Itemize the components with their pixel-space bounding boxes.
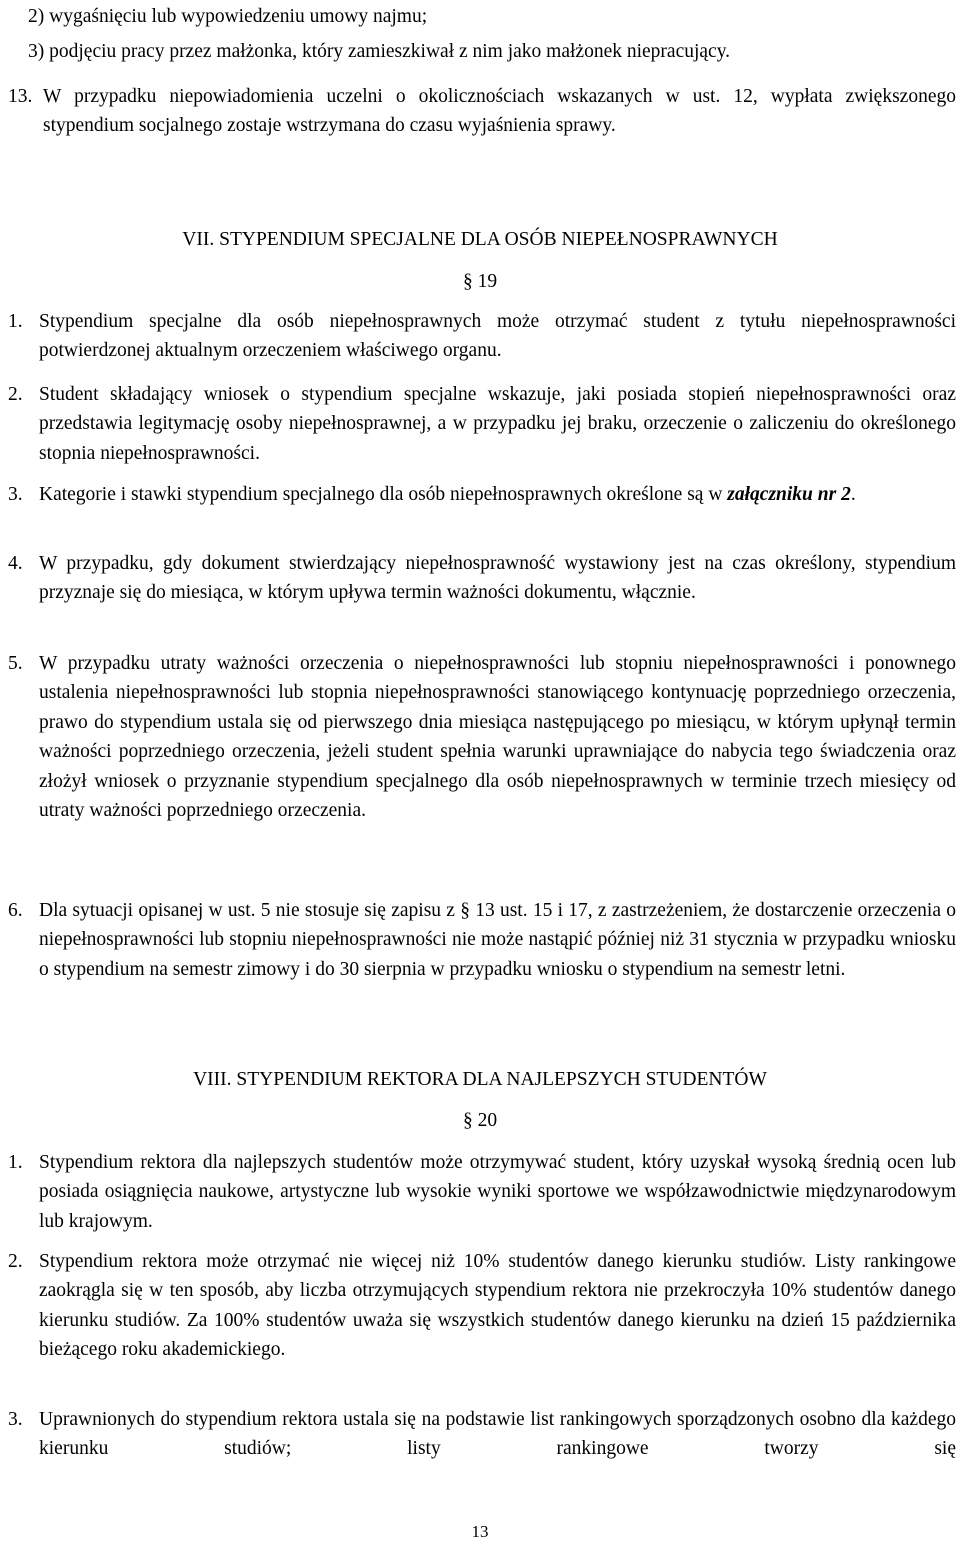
numbered-paragraph xyxy=(8,82,956,141)
item-text: W przypadku niepowiadomienia uczelni o okolicznościach wskazanych w ust. 12, wypłata zwiększonego stypendium socjalnego zostaje wstrzymana do czasu wyjaśnienia sprawy. xyxy=(43,86,956,137)
section-heading: VII. STYPENDIUM SPECJALNE DLA OSÓB NIEPEŁNOSPRAWNYCH xyxy=(182,229,778,250)
item-number: 4. xyxy=(8,553,23,574)
item-text: Student składający wniosek o stypendium specjalne wskazuje, jaki posiada stopień niepełnosprawności oraz przedstawia legitymację osoby niepełnosprawnej, a w przypadku jej braku, orzeczenie o zaliczeniu do określonego stopnia niepełnosprawności. xyxy=(39,384,956,464)
page-number: 13 xyxy=(471,1522,489,1541)
numbered-paragraph xyxy=(8,1148,956,1236)
item-number: 1. xyxy=(8,1152,23,1173)
text-run: Kategorie i stawki stypendium specjalnego dla osób niepełnosprawnych określone są w xyxy=(39,484,728,505)
item-text: Uprawnionych do stypendium rektora ustala się na podstawie list rankingowych sporządzonych osobno dla każdego kierunku studiów; listy rankingowe tworzy się xyxy=(39,1409,956,1460)
numbered-paragraph xyxy=(8,1247,956,1365)
numbered-paragraph xyxy=(8,649,956,825)
item-number: 6. xyxy=(8,900,23,921)
numbered-paragraph xyxy=(8,896,956,984)
item-number: 3. xyxy=(8,1409,23,1430)
list-subitem: 3) podjęciu pracy przez małżonka, który zamieszkiwał z nim jako małżonek niepracujący. xyxy=(28,41,731,62)
item-text: Dla sytuacji opisanej w ust. 5 nie stosuje się zapisu z § 13 ust. 15 i 17, z zastrzeżeniem, że dostarczenie orzeczenia o niepełnosprawności lub stopniu niepełnosprawności nie może nastąpić później niż 31 stycznia w przypadku wniosku o stypendium na semestr zimowy i do 30 sierpnia w przypadku wniosku o stypendium na semestr letni. xyxy=(39,900,956,980)
paragraph-sign: § 20 xyxy=(462,1110,498,1131)
numbered-paragraph xyxy=(8,549,956,608)
item-number: 13. xyxy=(8,86,33,107)
numbered-paragraph xyxy=(8,1405,956,1464)
item-text: Stypendium rektora dla najlepszych studentów może otrzymywać student, który uzyskał wysoką średnią ocen lub posiada osiągnięcia naukowe, artystyczne lub wysokie wyniki sportowe we współzawodnictwie międzynarodowym lub krajowym. xyxy=(39,1152,956,1232)
list-subitem: 2) wygaśnięciu lub wypowiedzeniu umowy najmu; xyxy=(28,6,428,27)
paragraph-sign: § 19 xyxy=(462,271,498,292)
numbered-paragraph xyxy=(8,380,956,468)
item-text: Stypendium specjalne dla osób niepełnosprawnych może otrzymać student z tytułu niepełnosprawności potwierdzonej aktualnym orzeczeniem właściwego organu. xyxy=(39,311,956,362)
item-text: Stypendium rektora może otrzymać nie więcej niż 10% studentów danego kierunku studiów. Listy rankingowe zaokrągla się w ten sposób, aby liczba otrzymujących stypendium rektora nie przekroczyła 10% studentów danego kierunku studiów. Za 100% studentów uważa się wszystkich studentów danego kierunku na dzień 15 października bieżącego roku akademickiego. xyxy=(39,1251,956,1361)
item-number: 5. xyxy=(8,653,23,674)
item-text xyxy=(39,480,956,509)
item-number: 1. xyxy=(8,311,23,332)
text-run: . xyxy=(850,484,856,505)
annex-reference: załączniku nr 2 xyxy=(727,484,851,505)
item-number: 3. xyxy=(8,484,23,505)
item-text: W przypadku, gdy dokument stwierdzający niepełnosprawność wystawiony jest na czas określony, stypendium przyznaje się do miesiąca, w którym upływa termin ważności dokumentu, włącznie. xyxy=(39,553,956,604)
item-text: W przypadku utraty ważności orzeczenia o niepełnosprawności lub stopniu niepełnosprawności i ponownego ustalenia niepełnosprawności lub stopnia niepełnosprawności stanowiącego kontynuację poprzedniego orzeczenia, prawo do stypendium ustala się od pierwszego dnia miesiąca następującego po miesiącu, w którym upłynął termin ważności poprzedniego orzeczenia, jeżeli student spełnia warunki uprawniające do nabycia tego świadczenia oraz złożył wniosek o przyznanie stypendium specjalnego dla osób niepełnosprawnych w terminie trzech miesięcy od utraty ważności poprzedniego orzeczenia. xyxy=(39,653,956,822)
numbered-paragraph xyxy=(8,480,956,509)
item-number: 2. xyxy=(8,384,23,405)
numbered-paragraph xyxy=(8,307,956,366)
section-heading: VIII. STYPENDIUM REKTORA DLA NAJLEPSZYCH STUDENTÓW xyxy=(193,1069,767,1090)
item-number: 2. xyxy=(8,1251,23,1272)
